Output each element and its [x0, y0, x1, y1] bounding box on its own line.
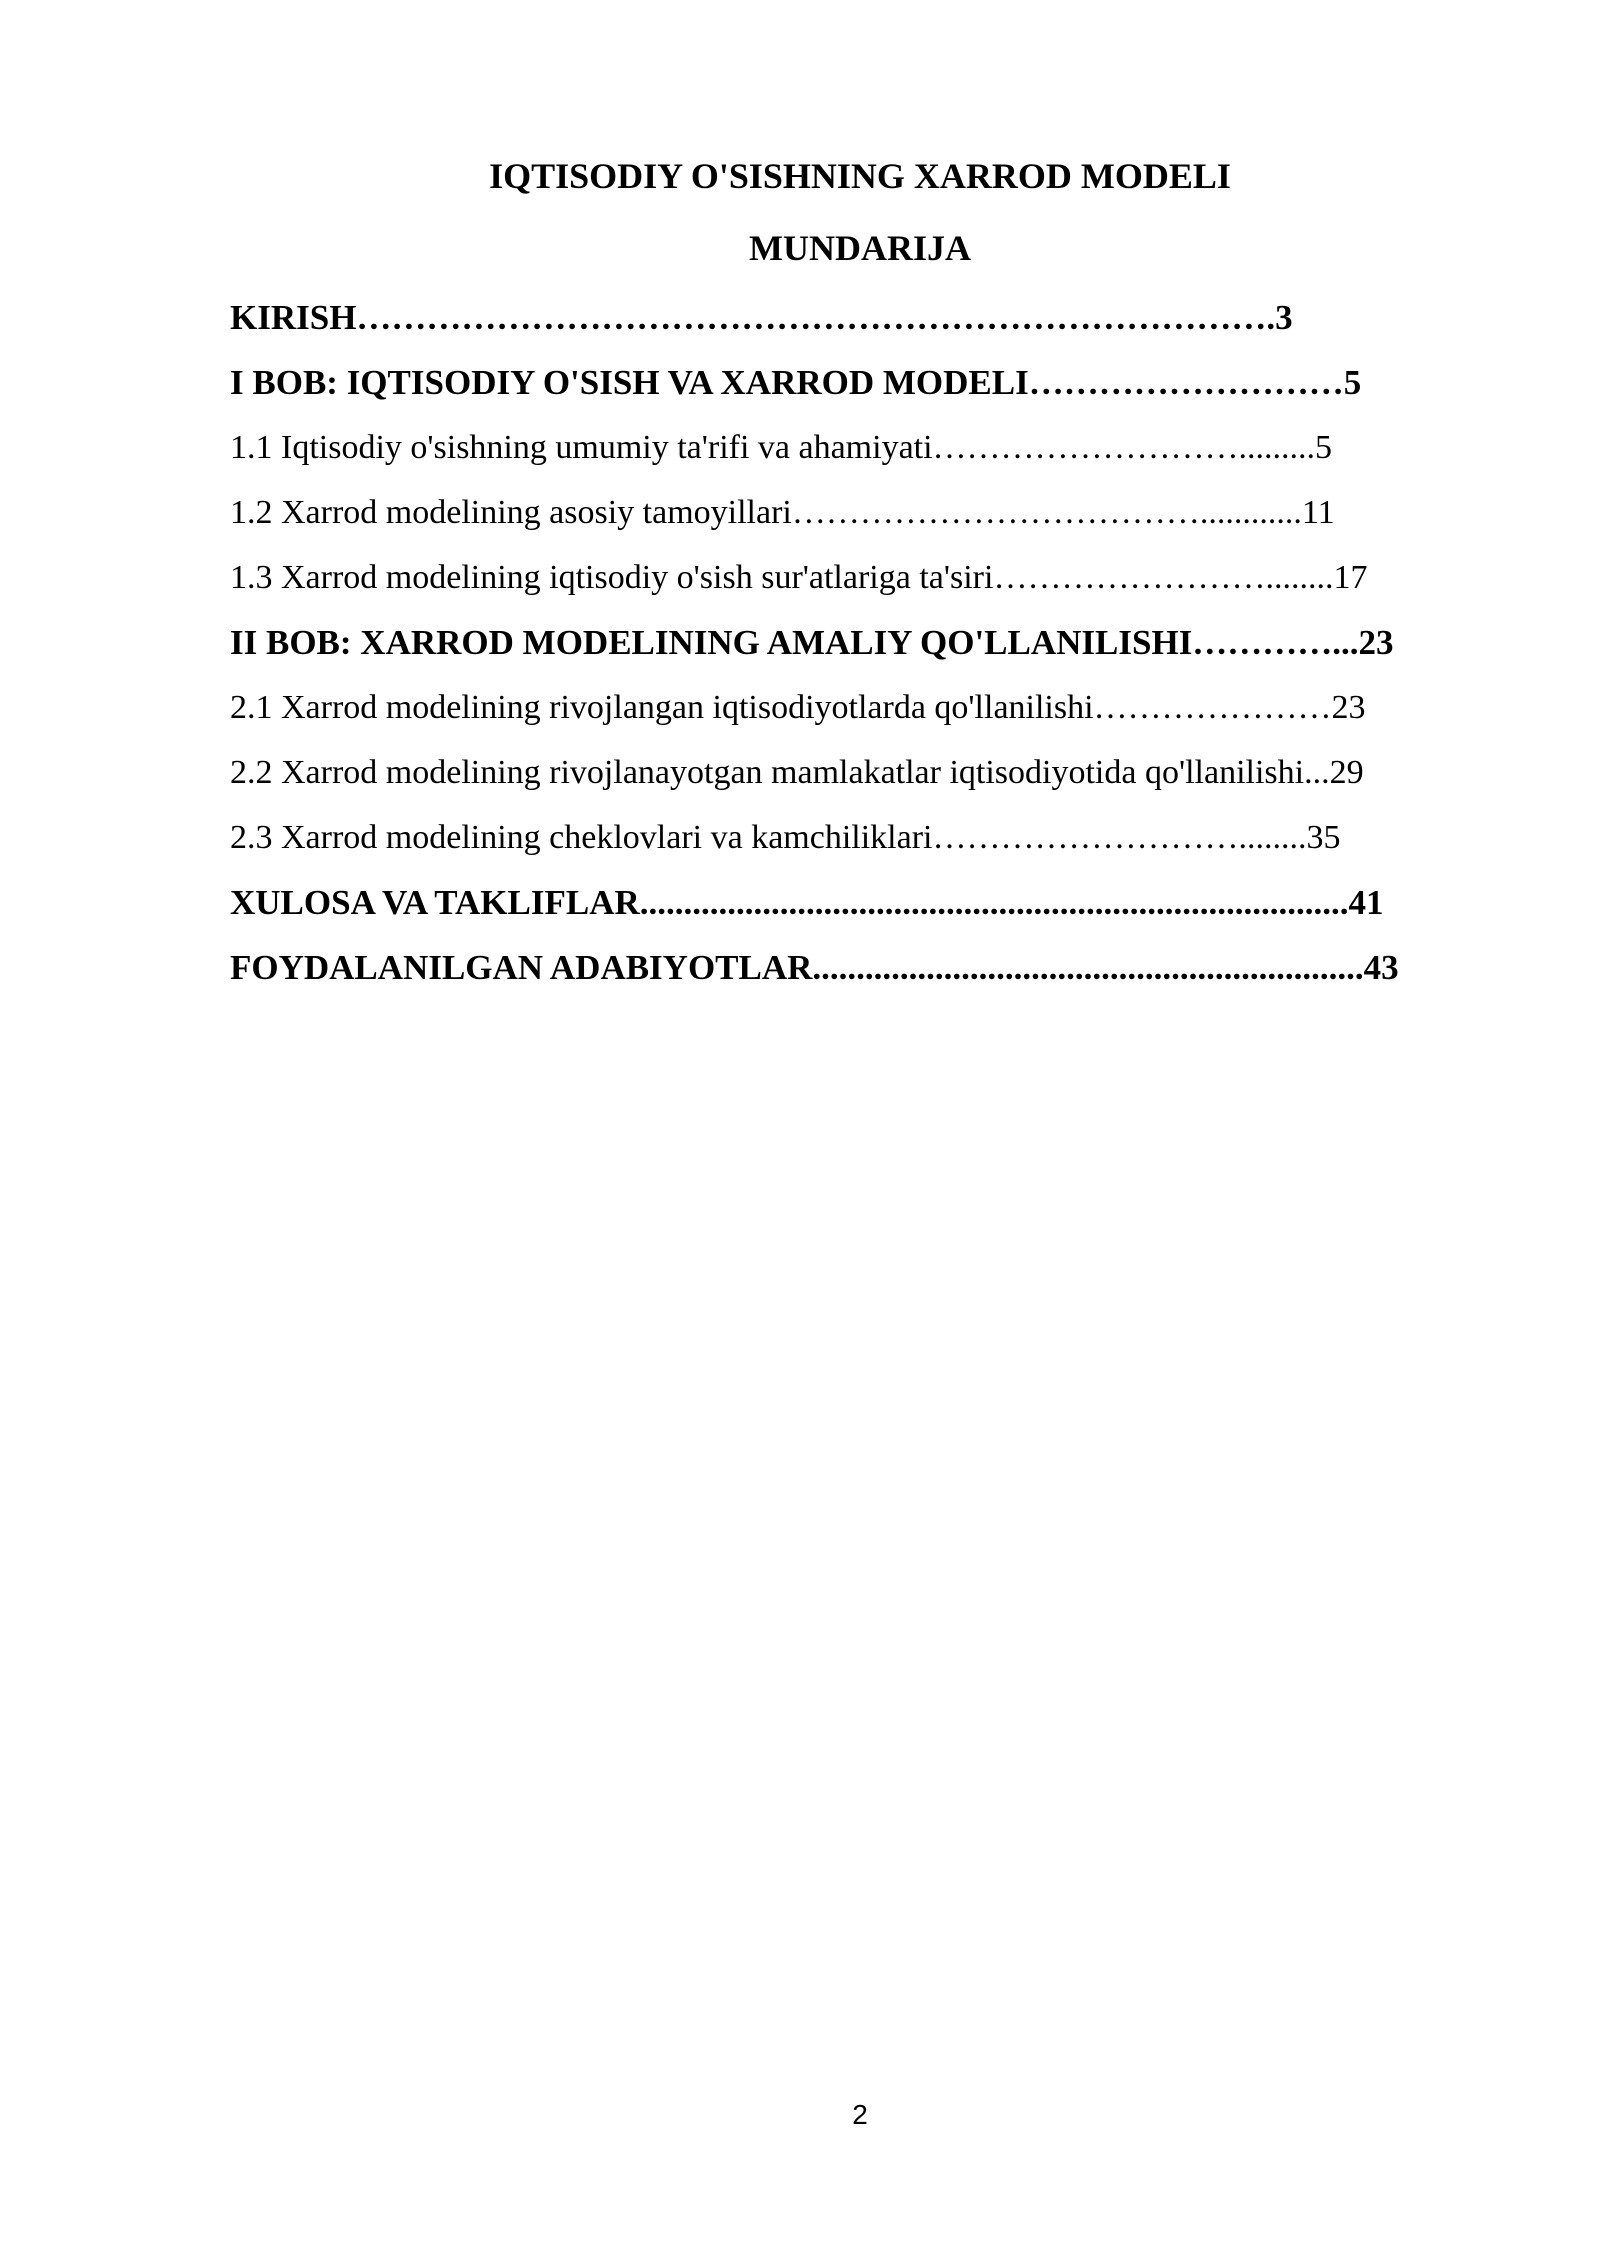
toc-heading: MUNDARIJA [749, 228, 971, 268]
toc-entry-section-1-1: 1.1 Iqtisodiy o'sishning umumiy ta'rifi va ahamiyati……………………….........5 [230, 429, 1333, 466]
toc-entry-references: FOYDALANILGAN ADABIYOTLAR...............................................................43 [230, 948, 1399, 987]
toc-entry-chapter-1: I BOB: IQTISODIY O'SISH VA XARROD MODELI………………………5 [230, 363, 1362, 402]
toc-entry-conclusion: XULOSA VA TAKLIFLAR.................................................................................41 [230, 883, 1384, 922]
toc-entry-section-2-1: 2.1 Xarrod modelining rivojlangan iqtisodiyotlarda qo'llanilishi…………………23 [230, 689, 1366, 726]
toc-entry-section-1-3: 1.3 Xarrod modelining iqtisodiy o'sish sur'atlariga ta'siri……………………........17 [230, 559, 1368, 596]
toc-entry-chapter-2: II BOB: XARROD MODELINING AMALIY QO'LLANILISHI…………...23 [230, 623, 1394, 662]
toc-entry-section-1-2: 1.2 Xarrod modelining asosiy tamoyillari………………………………............11 [230, 494, 1335, 531]
toc-entry-section-2-3: 2.3 Xarrod modelining cheklovlari va kamchiliklari………………………........35 [230, 819, 1341, 856]
document-title: IQTISODIY O'SISHNING XARROD MODELI [489, 156, 1231, 196]
toc-entry-kirish: KIRISH…………………………………………………………………….3 [230, 298, 1293, 337]
toc-entry-section-2-2: 2.2 Xarrod modelining rivojlanayotgan mamlakatlar iqtisodiyotida qo'llanilishi...29 [230, 754, 1364, 791]
table-of-contents [230, 296, 1492, 1011]
page-number: 2 [852, 2099, 868, 2130]
